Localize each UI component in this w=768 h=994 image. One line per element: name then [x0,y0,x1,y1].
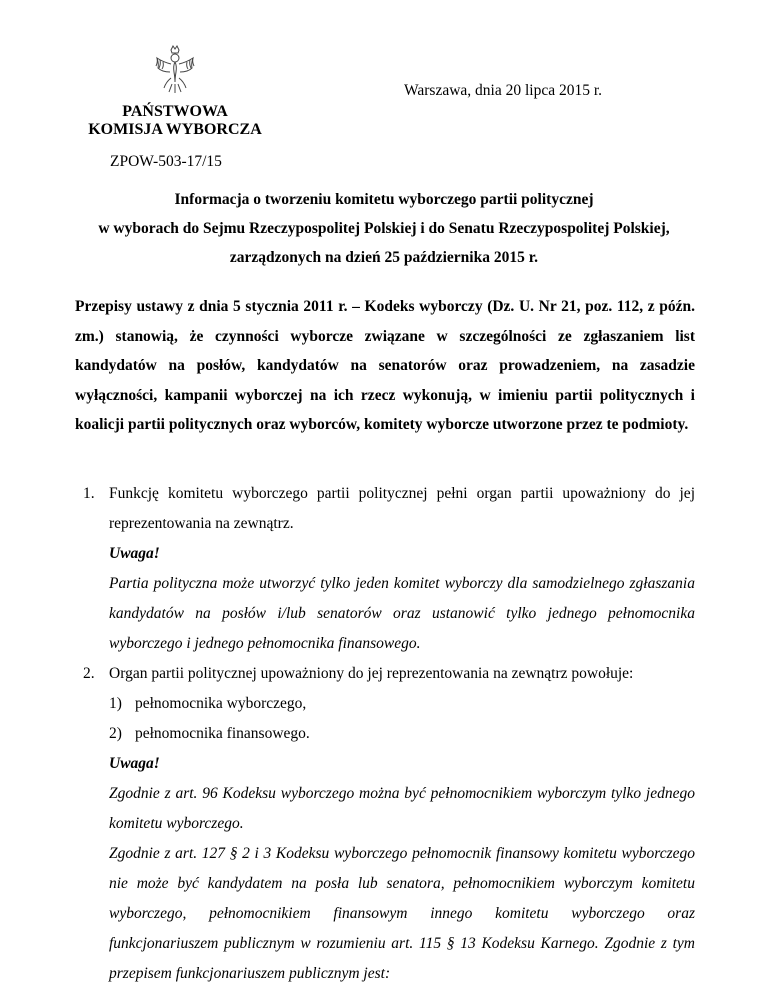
list-item-1 [83,479,695,659]
list-item-text: Funkcję komitetu wyborczego partii politycznej pełni organ partii upoważniony do jej reprezentowania na zewnątrz. [109,485,695,532]
list-item-text: Organ partii politycznej upoważniony do jej reprezentowania na zewnątrz powołuje: [109,665,634,682]
reference-number: ZPOW-503-17/15 [110,153,222,170]
note-label: Uwaga! [109,755,160,772]
sub-item-number: 2) [109,725,122,742]
title-line-1: Informacja o tworzeniu komitetu wyborczego partii politycznej [174,191,594,208]
intro-paragraph: Przepisy ustawy z dnia 5 stycznia 2011 r. – Kodeks wyborczy (Dz. U. Nr 21, poz. 112, z późn. zm.) stanowią, że czynności wyborcze związane w szczególności ze zgłaszaniem list kandydatów na posłów, kandydatów na senatorów oraz prowadzeniem, na zasadzie wyłączności, kampanii wyborczej na ich rzecz wykonują, w imieniu partii politycznych i koalicji partii politycznych oraz wyborców, komitety wyborcze utworzone przez te podmioty. [75,298,695,433]
institution-line-2: KOMISJA WYBORCZA [88,121,262,138]
list-item-number: 1. [83,485,95,502]
note-text: Partia polityczna może utworzyć tylko jeden komitet wyborczy dla samodzielnego zgłaszania kandydatów na posłów i/lub senatorów oraz ustanowić tylko jednego pełnomocnika wyborczego i jednego pełnomocnika finansowego. [109,575,695,652]
note-text-2: Zgodnie z art. 127 § 2 i 3 Kodeksu wyborczego pełnomocnik finansowy komitetu wyborczego nie może być kandydatem na posła lub senatora, pełnomocnikiem wyborczym komitetu wyborczego, pełnomocnikiem finansowym innego komitetu wyborczego oraz funkcjonariuszem publicznym w rozumieniu art. 115 § 13 Kodeksu Karnego. Zgodnie z tym przepisem funkcjonariuszem publicznym jest: [109,845,695,982]
institution-name [75,103,275,139]
sub-item-2 [109,719,695,749]
list-item-2 [83,659,695,989]
sub-item-text: pełnomocnika finansowego. [135,725,310,742]
title-line-2: w wyborach do Sejmu Rzeczypospolitej Polskiej i do Senatu Rzeczypospolitej Polskiej, [98,220,670,237]
note-label: Uwaga! [109,545,160,562]
document-date: Warszawa, dnia 20 lipca 2015 r. [404,82,603,99]
sub-item-number: 1) [109,695,122,712]
sub-item-1 [109,689,695,719]
note-text: Zgodnie z art. 96 Kodeksu wyborczego można być pełnomocnikiem wyborczym tylko jednego komitetu wyborczego. [109,785,695,832]
list-item-number: 2. [83,665,95,682]
sub-item-text: pełnomocnika wyborczego, [135,695,307,712]
title-line-3: zarządzonych na dzień 25 października 2015 r. [229,249,539,266]
numbered-list [83,479,695,989]
institution-line-1: PAŃSTWOWA [122,103,228,120]
polish-eagle-emblem-icon [154,44,196,94]
document-title [60,185,708,272]
